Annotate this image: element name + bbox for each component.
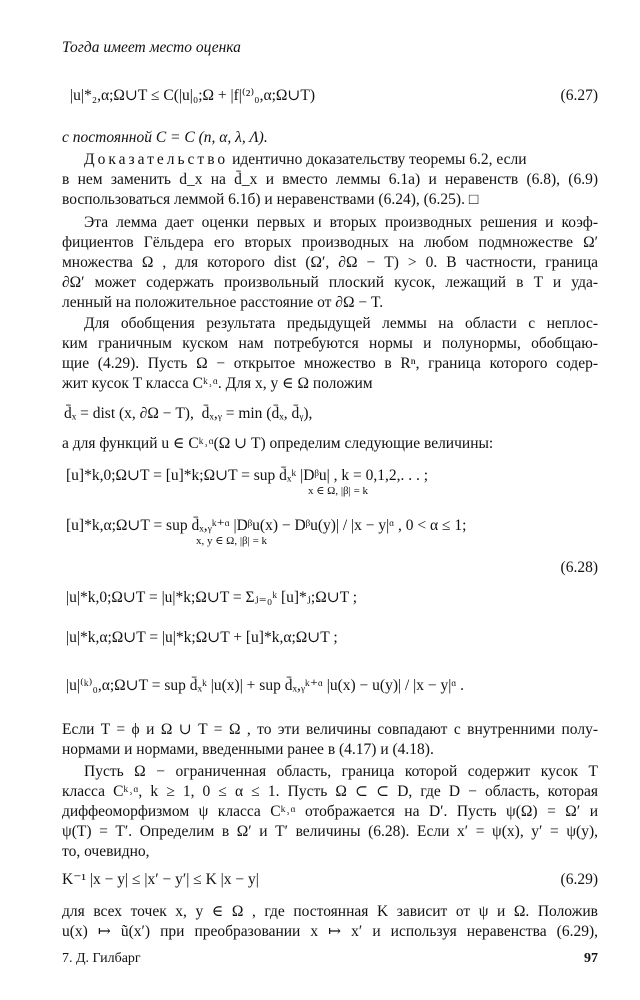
equation-weighted-norm: |u|⁽ᵏ⁾₀,α;Ω∪T = sup d̄ₓᵏ |u(x)| + sup d̄ₓ,ᵧᵏ⁺ᵅ |u(x) − u(y)| / |x − y|ᵅ . xyxy=(66,677,464,694)
equation-6-27: |u|*₂,α;Ω∪T ≤ C(|u|₀;Ω + |f|⁽²⁾₀,α;Ω∪T) xyxy=(70,87,316,104)
page-number: 97 xyxy=(584,951,598,966)
equation-seminorm-k: [u]*k,0;Ω∪T = [u]*k;Ω∪T = sup d̄ₓᵏ |Dᵝu| , k = 0,1,2,. . . ; xyxy=(66,467,428,484)
text-line: воспользоваться леммой 6.1б) и неравенствами (6.24), (6.25). □ xyxy=(62,191,479,208)
equation-number: (6.28) xyxy=(560,559,598,576)
text-line: нормами и нормами, введенными ранее в (4.17) и (4.18). xyxy=(62,741,434,758)
equation-6-29: K⁻¹ |x − y| ≤ |x′ − y′| ≤ K |x − y| xyxy=(62,871,259,888)
text-line: для всех точек x, y ∈ Ω , где постоянная K зависит от ψ и Ω. Положив xyxy=(62,903,598,920)
equation-sup-range: x ∈ Ω, |β| = k xyxy=(308,485,369,497)
text-line: фициентов Гёльдера его вторых производных на любом подмножестве Ω′ xyxy=(62,234,598,251)
text-line: ким граничным куском нам потребуются нормы и полунормы, обобщаю- xyxy=(62,335,598,352)
text-line: ∂Ω′ может содержать произвольный плоский кусок, лежащий в T и уда- xyxy=(62,274,598,291)
text-line: ленный на положительное расстояние от ∂Ω − T. xyxy=(62,294,384,311)
equation-number: (6.29) xyxy=(560,871,598,888)
proof-heading: Доказательство xyxy=(84,151,229,168)
text-line: с постоянной C = C (n, α, λ, Λ). xyxy=(62,129,268,146)
footer-author: 7. Д. Гилбарг xyxy=(62,951,141,966)
dist-rhs: d̄ₓ,ᵧ = min (d̄ₓ, d̄ᵧ), xyxy=(201,405,313,422)
text-line: в нем заменить d_x на d̄_x и вместо леммы 6.1a) и неравенств (6.8), (6.9) xyxy=(62,171,598,188)
text-line: множества Ω , для которого dist (Ω′, ∂Ω − T) > 0. В частности, граница xyxy=(62,254,598,271)
equation-distance xyxy=(64,404,312,424)
text-line: жит кусок T класса Cᵏ˒ᵅ. Для x, y ∈ Ω положим xyxy=(62,375,373,392)
text-line: а для функций u ∈ Cᵏ˒ᵅ(Ω ∪ T) определим следующие величины: xyxy=(62,435,494,452)
equation-number: (6.27) xyxy=(560,87,598,104)
proof-line xyxy=(84,150,598,170)
text-line: Тогда имеет место оценка xyxy=(62,39,241,56)
text-line: класса Cᵏ˒ᵅ, k ≥ 1, 0 ≤ α ≤ 1. Пусть Ω ⊂ ⊂ D, где D − область, которая xyxy=(62,783,598,800)
text-line: u(x) ↦ ũ(x′) при преобразовании x ↦ x′ и используя неравенства (6.29), xyxy=(62,923,598,940)
text-line: щие (4.29). Пусть Ω − открытое множество в Rⁿ, граница которого содер- xyxy=(62,355,598,372)
equation-hoelder-seminorm: [u]*k,α;Ω∪T = sup d̄ₓ,ᵧᵏ⁺ᵅ |Dᵝu(x) − Dᵝu(y)| / |x − y|ᵅ , 0 < α ≤ 1; xyxy=(66,517,467,534)
text-line: идентично доказательству теоремы 6.2, если xyxy=(228,151,527,168)
text-line: диффеоморфизмом ψ класса Cᵏ˒ᵅ отображается на D′. Пусть ψ(Ω) = Ω′ и xyxy=(62,803,598,820)
equation-sup-range: x, y ∈ Ω, |β| = k xyxy=(196,535,268,547)
equation-norm-0: |u|*k,0;Ω∪T = |u|*k;Ω∪T = Σⱼ₌₀ᵏ [u]*ⱼ;Ω∪T ; xyxy=(66,589,358,606)
text-line: то, очевидно, xyxy=(62,843,150,860)
text-line: Если T = ϕ и Ω ∪ T = Ω , то эти величины совпадают с внутренними полу- xyxy=(62,721,598,738)
equation-norm-alpha: |u|*k,α;Ω∪T = |u|*k;Ω∪T + [u]*k,α;Ω∪T ; xyxy=(66,629,338,646)
text-line: Эта лемма дает оценки первых и вторых производных решения и коэф- xyxy=(84,214,598,231)
text-line: Пусть Ω − ограниченная область, граница которой содержит кусок T xyxy=(84,763,598,780)
dist-lhs: d̄ₓ = dist (x, ∂Ω − T), xyxy=(64,405,194,422)
text-line: ψ(T) = T′. Определим в Ω′ и T′ величины (6.28). Если x′ = ψ(x), y′ = ψ(y), xyxy=(62,823,598,840)
text-line: Для обобщения результата предыдущей леммы на области с неплос- xyxy=(84,315,598,332)
